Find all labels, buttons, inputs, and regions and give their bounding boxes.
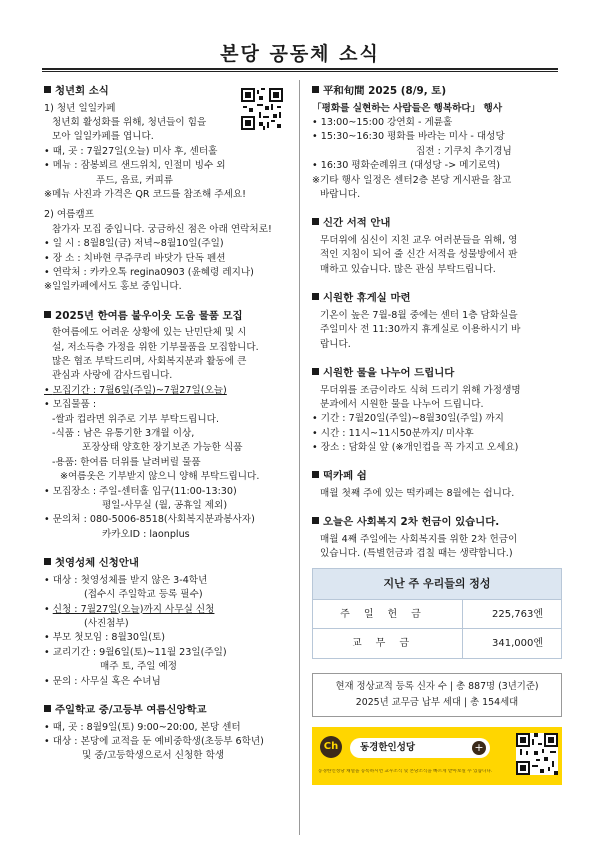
cafe-desc: 청년회 활성화를 위해, 청년들이 힘을 [52, 117, 207, 128]
lounge-desc: 랍니다. [320, 338, 351, 350]
welfare-desc: 매월 4째 주일에는 사회복지를 위한 2차 헌금이 [320, 534, 518, 546]
peace-note-cont: 바랍니다. [320, 188, 361, 200]
tteok-section [312, 469, 562, 501]
bullet-square-icon [44, 558, 51, 565]
bullet-square-icon [312, 517, 319, 524]
peace-event: • 15:30~16:30 평화를 바라는 미사 - 대성당 [312, 130, 562, 144]
cafe-menu-cont: 푸드, 음료, 커피류 [96, 174, 174, 186]
sunday-school-section [44, 703, 292, 764]
right-column [312, 84, 562, 785]
bullet-square-icon [312, 471, 319, 478]
books-desc: 매하고 있습니다. 많은 관심 부탁드립니다. [320, 263, 496, 275]
section-title: 주일학교 중/고등부 여름신앙학교 [55, 703, 207, 716]
welfare-desc: 있습니다. (특별헌금과 겹칠 때는 생략합니다.) [320, 548, 513, 560]
title-rule-thin [42, 71, 558, 72]
donation-desc: 설, 저소득층 가정을 위한 기부물품을 모집합니다. [52, 341, 259, 353]
school-when: • 때, 곳 : 8월9일(토) 9:00~20:00, 본당 센터 [44, 721, 292, 735]
cafe-desc: 모아 일일카페를 엽니다. [52, 131, 154, 143]
water-desc: 무더위를 조금이라도 식혀 드리기 위해 가정생명 [320, 384, 521, 396]
section-title: 2025년 한여름 불우이웃 도움 물품 모집 [55, 309, 243, 322]
channel-note: 동경한인성당 채널을 등록하시면 교우소식 및 본당소식을 빠르게 받아보실 수 있습니다. [318, 769, 493, 775]
bullet-square-icon [44, 705, 51, 712]
left-column [44, 84, 292, 778]
water-section [312, 366, 562, 456]
donation-section [44, 309, 292, 542]
water-place: • 장소 : 담화실 앞 (※개인컵을 꼭 가지고 오세요) [312, 441, 562, 455]
channel-logo-icon: Ch [320, 736, 342, 758]
books-desc: 적인 지침이 되어 줄 신간 서적을 성물방에서 판 [320, 249, 518, 261]
school-target-cont: 및 중/고등학생으로서 신청한 학생 [82, 750, 225, 762]
lounge-desc: 주일미사 전 11:30까지 휴게실로 이용하시기 바 [320, 324, 521, 336]
table-row [313, 629, 561, 658]
section-title: 오늘은 사회복지 2차 헌금이 있습니다. [323, 516, 500, 529]
water-desc: 분과에서 시원한 물을 나누어 드립니다. [320, 398, 484, 410]
communion-target: • 대상 : 첫영성체를 받지 않은 3-4학년 [44, 574, 292, 588]
bullet-square-icon [312, 218, 319, 225]
communion-apply-note: (사진첨부) [84, 617, 129, 629]
communion-target-note: (접수시 주일학교 등록 필수) [84, 589, 203, 601]
peace-event-cont: 집전 : 기쿠치 추기경님 [416, 145, 512, 157]
bullet-square-icon [44, 86, 51, 93]
donation-item-note: ※여름옷은 기부받지 않으니 양해 부탁드립니다. [60, 471, 260, 483]
donation-period: • 모집기간 : 7월6일(주일)~7월27일(오늘) [44, 384, 292, 398]
table-row [313, 600, 561, 629]
section-title: 떡카페 쉼 [323, 470, 367, 483]
offering-table-header: 지난 주 우리들의 정성 [313, 569, 561, 601]
bullet-square-icon [312, 368, 319, 375]
camp-date: • 일 시 : 8월8일(금) 저녁~8월10일(주일) [44, 238, 224, 250]
cafe-note: ※메뉴 사진과 가격은 QR 코드를 참조해 주세요! [44, 188, 246, 200]
section-title: 시원한 물을 나누어 드립니다 [323, 366, 455, 379]
communion-parents: • 부모 첫모임 : 8월30일(토) [44, 631, 292, 645]
kakao-channel-banner[interactable] [312, 727, 562, 785]
add-channel-icon[interactable]: + [472, 741, 486, 755]
donation-desc: 한여름에도 어려운 상황에 있는 난민단체 및 시 [52, 327, 247, 339]
membership-stats-box [312, 673, 562, 717]
page-title: 본당 공동체 소식 [220, 43, 380, 65]
camp-place: • 장 소 : 치바현 쿠쥬쿠리 바닷가 단독 펜션 [44, 252, 226, 264]
donation-item: -쌀과 컵라면 위주로 기부 부탁드립니다. [52, 413, 219, 425]
water-time: • 시간 : 11시~11시50분까지/ 미사후 [312, 427, 562, 441]
channel-qr-code[interactable] [516, 733, 558, 775]
peace-subtitle: 「평화를 실현하는 사람들은 행복하다」 행사 [312, 102, 503, 114]
cafe-when: • 때, 곳 : 7월27일(오늘) 미사 후, 센터홀 [44, 145, 292, 159]
bullet-square-icon [312, 293, 319, 300]
section-title: 신간 서적 안내 [323, 217, 391, 230]
books-desc: 무더위에 심신이 지친 교우 여러분들을 위해, 영 [320, 234, 518, 246]
offering-table [312, 568, 562, 660]
section-title: 平和旬間 2025 (8/9, 토) [323, 85, 447, 97]
communion-ask: • 문의 : 사무실 혹은 수녀님 [44, 675, 292, 689]
peace-event: • 16:30 평화순례위크 (대성당 -> 메기로역) [312, 159, 562, 173]
section-title: 시원한 휴게실 마련 [323, 292, 411, 305]
welfare-section [312, 515, 562, 561]
camp-desc: 참가자 모집 중입니다. 궁금하신 점은 아래 연락처로! [52, 223, 272, 235]
stats-line: 2025년 교무금 납부 세대 | 총 154세대 [355, 697, 519, 709]
offering-value: 341,000엔 [491, 638, 543, 650]
donation-items-label: • 모집물품 : [44, 398, 292, 412]
peace-note: ※기타 행사 일정은 센터2층 본당 게시판을 참고 [312, 174, 512, 186]
communion-class-cont: 매주 토, 주일 예정 [100, 661, 178, 673]
donation-desc: 많은 협조 부탁드리며, 사회복지분과 활동에 큰 [52, 356, 247, 368]
lounge-desc: 기온이 높은 7월-8월 중에는 센터 1층 담화실을 [320, 309, 518, 321]
communion-class: • 교리기간 : 9월6일(토)~11월 23일(주일) [44, 646, 292, 660]
camp-contact: • 연락처 : 카카오톡 regina0903 (윤혜령 레지나) [44, 266, 254, 278]
peace-event: • 13:00~15:00 강연회 - 게륜홀 [312, 116, 562, 130]
offering-value: 225,763엔 [491, 608, 543, 620]
donation-item: 포장상태 양호한 장기보존 가능한 식품 [82, 442, 243, 454]
camp-heading: 2) 여름캠프 [44, 209, 94, 221]
title-rule [42, 68, 558, 70]
camp-note: ※일일카페에서도 홍보 중입니다. [44, 281, 182, 293]
school-target: • 대상 : 본당에 교적을 둔 예비중학생(초등부 6학년) [44, 735, 292, 749]
cafe-menu: • 메뉴 : 잠봉뵈르 샌드위치, 인절미 빙수 외 [44, 159, 292, 173]
donation-desc: 관심과 사랑에 감사드립니다. [52, 370, 173, 382]
peace-section [312, 84, 562, 202]
books-section [312, 216, 562, 277]
donation-item: -식품 : 남은 유통기한 3개월 이상, [52, 428, 195, 440]
section-title: 첫영성체 신청안내 [55, 557, 139, 570]
water-period: • 기간 : 7월20일(주일)~8월30일(주일) 까지 [312, 412, 562, 426]
youth-section [44, 84, 292, 295]
column-divider [299, 80, 300, 835]
lounge-section [312, 291, 562, 352]
channel-name: 동경한인성당 [350, 738, 490, 758]
tteok-desc: 매월 첫째 주에 있는 떡카페는 8월에는 쉽니다. [320, 488, 515, 500]
section-title: 청년회 소식 [55, 85, 109, 97]
donation-place: • 모집장소 : 주일-센터홀 입구(11:00-13:30) [44, 485, 292, 499]
bullet-square-icon [44, 311, 51, 318]
offering-label: 주일헌금 [313, 600, 463, 628]
donation-contact-id: 카카오ID : laonplus [102, 528, 190, 540]
communion-apply: • 신청 : 7월27일(오늘)까지 사무실 신청 [44, 603, 292, 617]
offering-label: 교무금 [313, 629, 463, 658]
bullet-square-icon [312, 86, 319, 93]
stats-line: 현재 정상교적 등록 신자 수 | 총 887명 (3년기준) [335, 681, 539, 693]
communion-section [44, 556, 292, 689]
donation-contact: • 문의처 : 080-5006-8518(사회복지분과봉사자) [44, 513, 292, 527]
donation-item: -용품: 한여름 더위를 날려버릴 물품 [52, 456, 201, 468]
donation-place-cont: 평일-사무실 (월, 공휴일 제외) [102, 499, 228, 511]
cafe-heading: 1) 청년 일일카페 [44, 102, 116, 114]
